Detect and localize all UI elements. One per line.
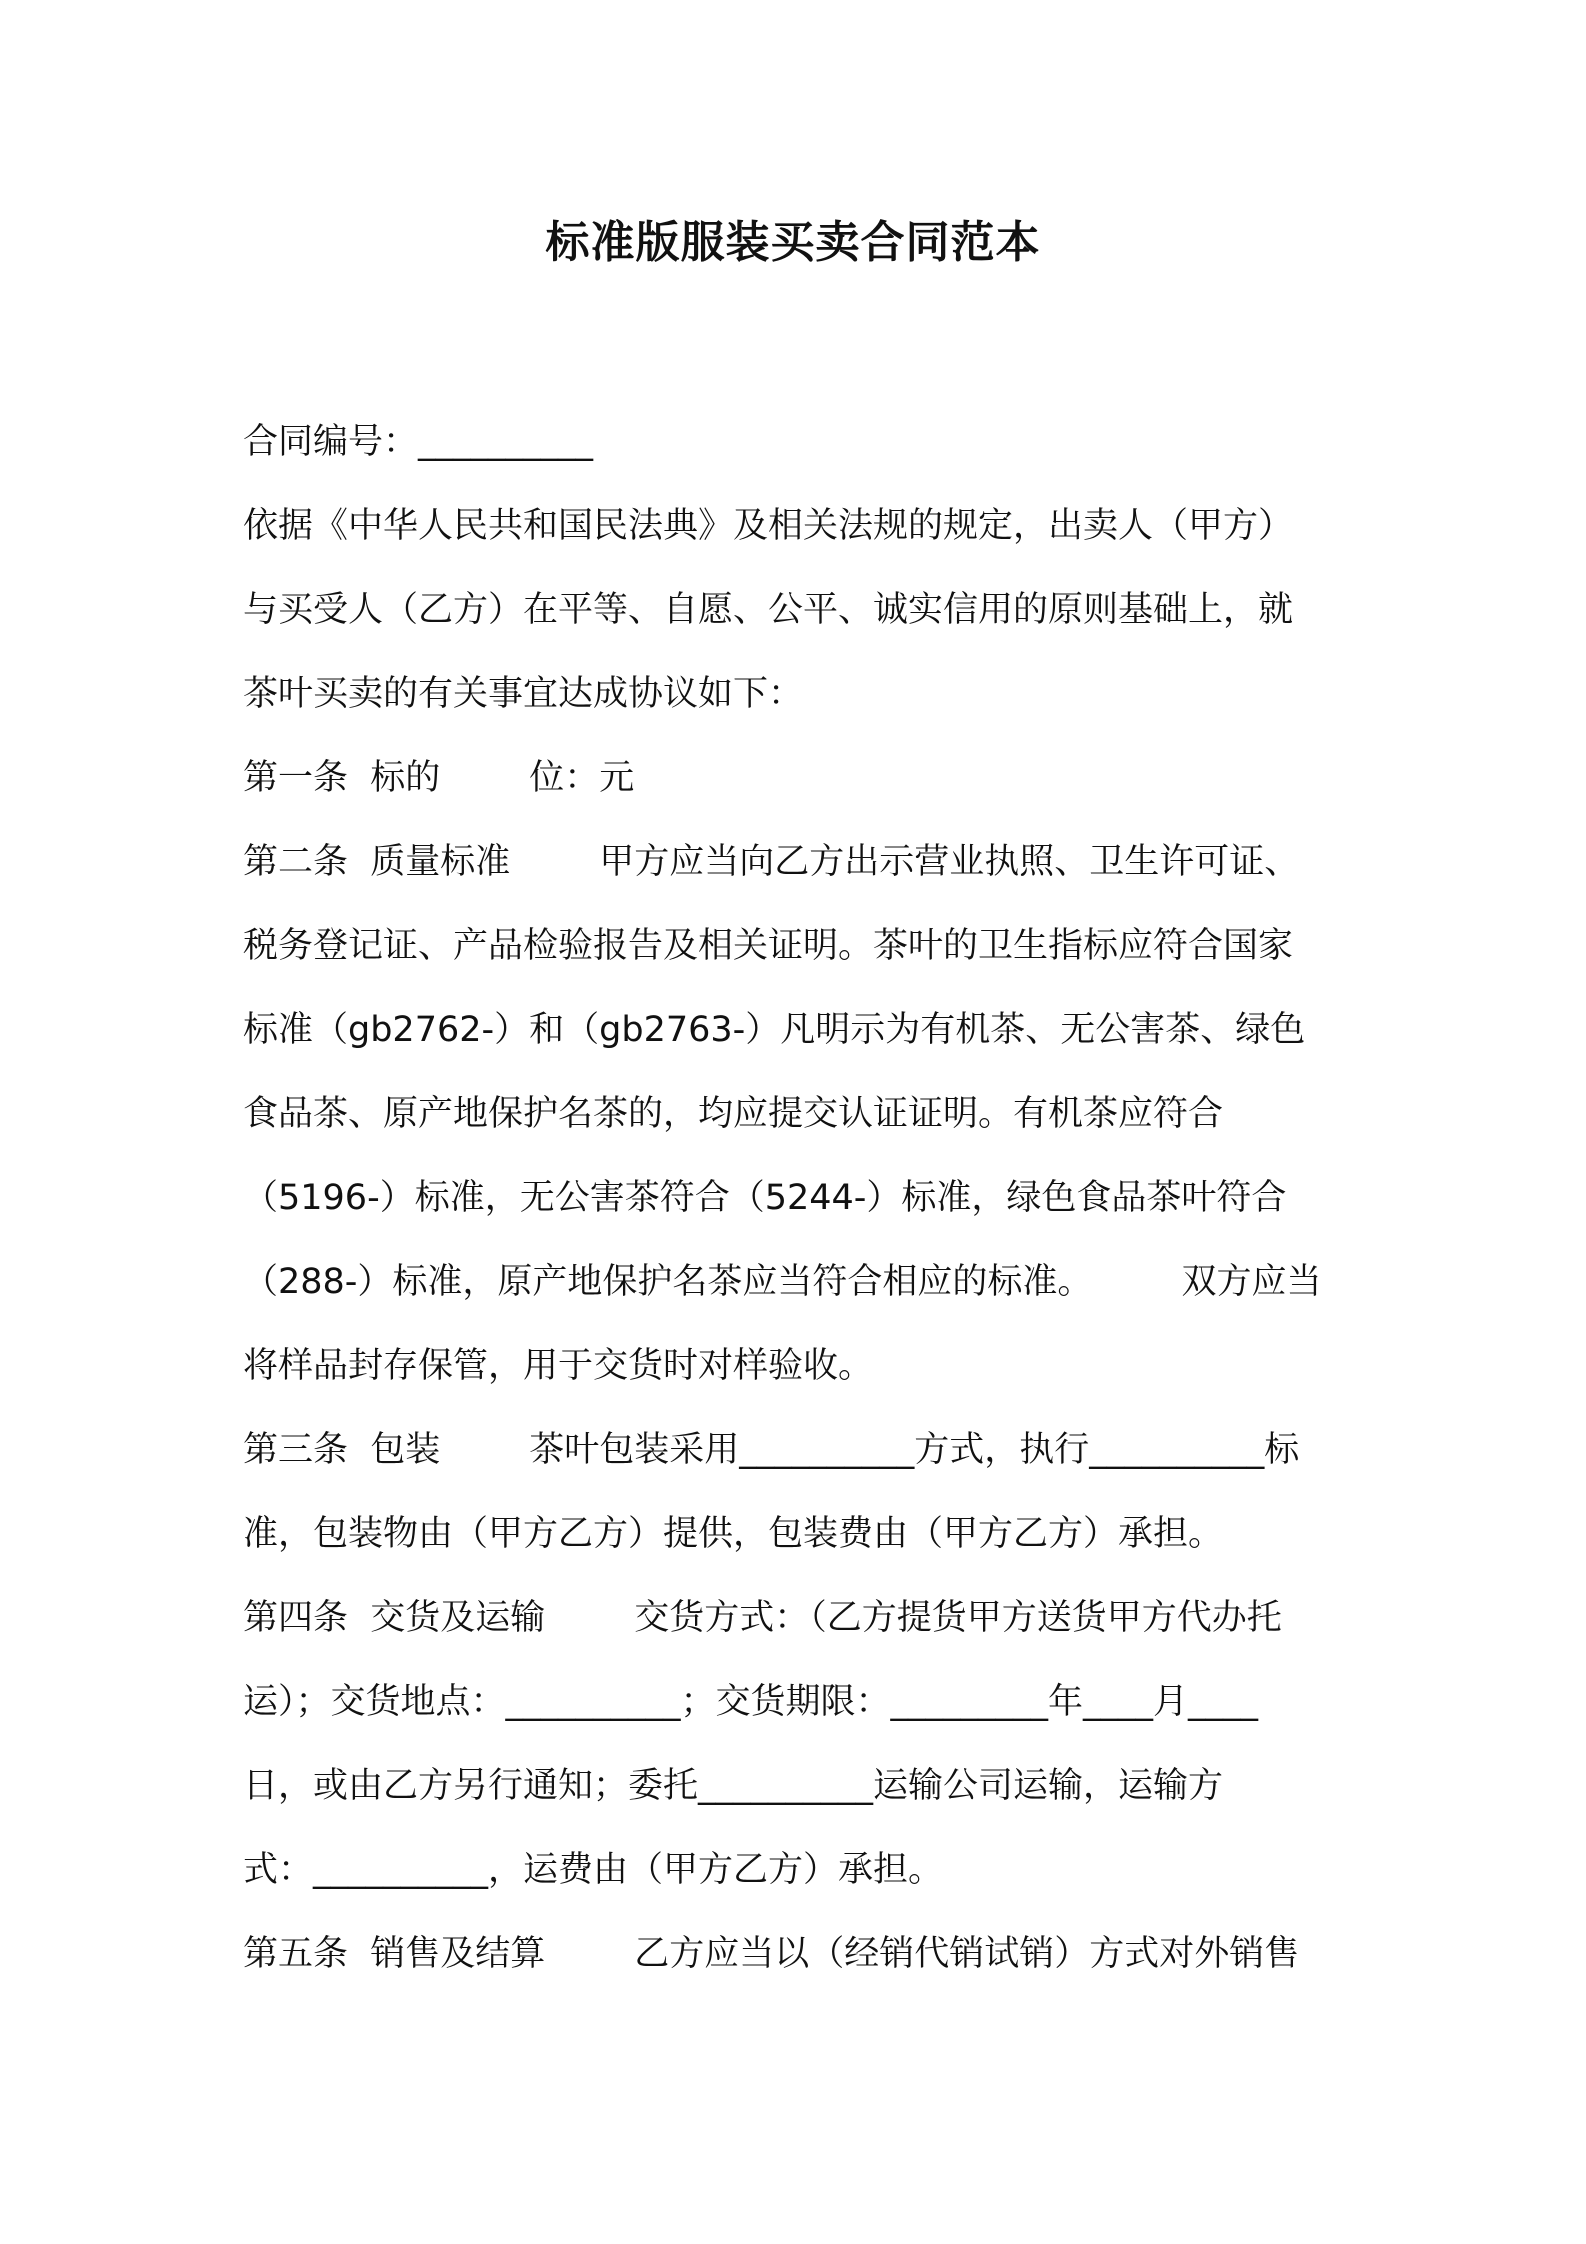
article-2-line-3: 标准（gb2762-）和（gb2763-）凡明示为有机茶、无公害茶、绿色 [243,1010,1306,1050]
contract-number-line: 合同编号：__________ [243,422,594,462]
article-4-line-4: 式：__________，运费由（甲方乙方）承担。 [243,1850,944,1890]
article-2-line-2: 税务登记证、产品检验报告及相关证明。茶叶的卫生指标应符合国家 [243,926,1294,966]
article-1-line: 第一条 标的 位：元 [243,758,635,798]
article-2-line-5: （5196-）标准，无公害茶符合（5244-）标准，绿色食品茶叶符合 [243,1178,1287,1218]
article-3-line-2: 准，包装物由（甲方乙方）提供，包装费由（甲方乙方）承担。 [243,1514,1224,1554]
preamble-line-1 [243,484,1363,568]
contract-body [243,400,1363,1996]
article-4-line-2: 运）；交货地点：__________；交货期限：_________年____月____ [243,1682,1259,1722]
article-4-line-1: 第四条 交货及运输 交货方式：（乙方提货甲方送货甲方代办托 [243,1598,1282,1638]
article-2-line-4: 食品茶、原产地保护名茶的，均应提交认证证明。有机茶应符合 [243,1094,1224,1134]
article-2-line-7: 将样品封存保管，用于交货时对样验收。 [243,1346,874,1386]
preamble-text-2: 与买受人（乙方）在平等、自愿、公平、诚实信用的原则基础上，就 [243,590,1294,630]
article-5-line-1: 第五条 销售及结算 乙方应当以（经销代销试销）方式对外销售 [243,1934,1300,1974]
article-3-line-1: 第三条 包装 茶叶包装采用__________方式，执行__________标 [243,1430,1300,1470]
preamble-text-1: 依据《中华人民共和国民法典》及相关法规的规定，出卖人（甲方） [243,506,1294,546]
article-4-line-3: 日，或由乙方另行通知；委托__________运输公司运输，运输方 [243,1766,1224,1806]
document-title: 标准版服装买卖合同范本 [545,217,1041,268]
article-2-line-1: 第二条 质量标准 甲方应当向乙方出示营业执照、卫生许可证、 [243,842,1300,882]
preamble-line-3: 茶叶买卖的有关事宜达成协议如下： [243,674,804,714]
preamble-line-2 [243,568,1363,652]
article-2-line-6: （288-）标准，原产地保护名茶应当符合相应的标准。 双方应当 [243,1262,1322,1302]
